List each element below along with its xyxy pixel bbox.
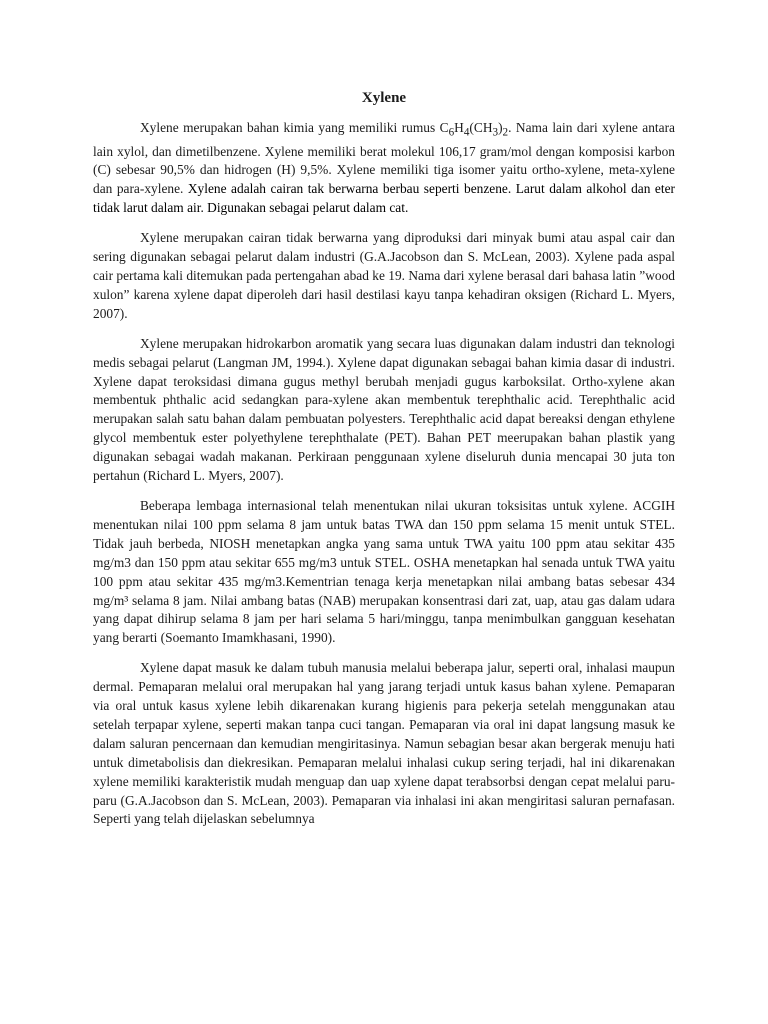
paragraph-1 — [93, 119, 675, 218]
document-page — [93, 88, 675, 840]
document-title: Xylene — [361, 90, 407, 106]
p1-sub-2: 4 — [463, 126, 470, 139]
paragraph-4: Beberapa lembaga internasional telah menentukan nilai ukuran toksisitas untuk xylene. ACGIH menentukan nilai 100 ppm selama 8 jam untuk batas TWA dan 150 ppm selama 15 menit untuk STEL. Tidak jauh berbeda, NIOSH menetapkan angka yang sama untuk TWA yaitu 100 ppm atau sekitar 435 mg/m3 dan 150 ppm atau sekitar 655 mg/m3 untuk STEL. OSHA menetapkan hal senada untuk TWA yaitu 100 ppm atau sekitar 435 mg/m3.Kementrian tenaga kerja menetapkan nilai ambang batas sebesar 434 mg/m³ selama 8 jam. Nilai ambang batas (NAB) merupakan konsentrasi dari zat, uap, atau gas dalam udara yang dapat dihirup selama 8 jam per hari selama 5 hari/minggu, tanpa menimbulkan gangguan kesehatan yang berarti (Soemanto Imamkhasani, 1990). — [93, 497, 675, 646]
p1-sub-4: 2 — [502, 126, 509, 139]
p1-text-d: ) — [498, 120, 503, 135]
p1-text-c: (CH — [469, 120, 493, 135]
p1-sub-3: 3 — [492, 126, 499, 139]
p1-sub-1: 6 — [448, 126, 455, 139]
paragraph-2: Xylene merupakan cairan tidak berwarna yang diproduksi dari minyak bumi atau aspal cair dan sering digunakan sebagai pelarut dalam industri (G.A.Jacobson dan S. McLean, 2003). Xylene pada aspal cair pertama kali ditemukan pada pertengahan abad ke 19. Nama dari xylene berasal dari bahasa latin ”wood xulon” karena xylene dapat diperoleh dari hasil destilasi kayu tanpa kehadiran oksigen (Richard L. Myers, 2007). — [93, 230, 675, 321]
p1-text-a: Xylene merupakan bahan kimia yang memiliki rumus C — [140, 120, 449, 135]
paragraph-5: Xylene dapat masuk ke dalam tubuh manusia melalui beberapa jalur, seperti oral, inhalasi maupun dermal. Pemaparan melalui oral merupakan hal yang jarang terjadi untuk kasus bahan xylene. Pemaparan via oral untuk kasus xylene lebih dikarenakan kurang higienis para pekerja setelah menggunakan atau setelah terpapar xylene, seperti makan tanpa cuci tangan. Pemaparan via oral ini dapat langsung masuk ke dalam saluran pencernaan dan kemudian mengiritasinya. Namun sebagian besar akan bergerak menuju hati untuk dimetabolisis dan diekresikan. Pemaparan melalui inhalasi cukup sering terjadi, hal ini dikarenakan xylene memiliki karakteristik mudah menguap dan uap xylene dapat terabsorbsi dengan cepat melalui paru-paru (G.A.Jacobson dan S. McLean, 2003). Pemaparan via inhalasi ini akan mengiritasi saluran pernafasan. Seperti yang telah dijelaskan sebelumnya — [93, 660, 675, 827]
p1-text-b: H — [454, 120, 464, 135]
p1-text-e: . Nama lain dari xylene antara lain xylol, dan dimetilbenzene. Xylene memiliki berat molekul 106,17 gram/mol dengan komposisi karbon (C) sebesar 90,5% dan hidrogen (H) 9,5%. Xylene memiliki tiga isomer yaitu ortho-xylene, meta-xylene dan para-xylene. — [93, 120, 675, 197]
p1-text-f: Xylene adalah cairan tak berwarna berbau seperti benzene. Larut dalam alkohol dan eter tidak larut dalam air. Digunakan sebagai pelarut dalam cat. — [93, 181, 675, 216]
paragraph-3: Xylene merupakan hidrokarbon aromatik yang secara luas digunakan dalam industri dan teknologi medis sebagai pelarut (Langman JM, 1994.). Xylene dapat digunakan sebagai bahan kimia dasar di industri. Xylene dapat teroksidasi dimana gugus methyl berubah menjadi gugus karboksilat. Ortho-xylene akan membentuk phthalic acid sedangkan para-xylene akan membentuk terephthalic acid. Terephthalic acid merupakan salah satu bahan dalam pembuatan polyesters. Terephthalic acid dapat bereaksi dengan ethylene glycol membentuk ester polyethylene terephthalate (PET). Bahan PET meerupakan bahan plastik yang digunakan sebagai wadah makanan. Perkiraan penggunaan xylene diseluruh dunia mencapai 30 juta ton pertahun (Richard L. Myers, 2007). — [93, 335, 675, 484]
